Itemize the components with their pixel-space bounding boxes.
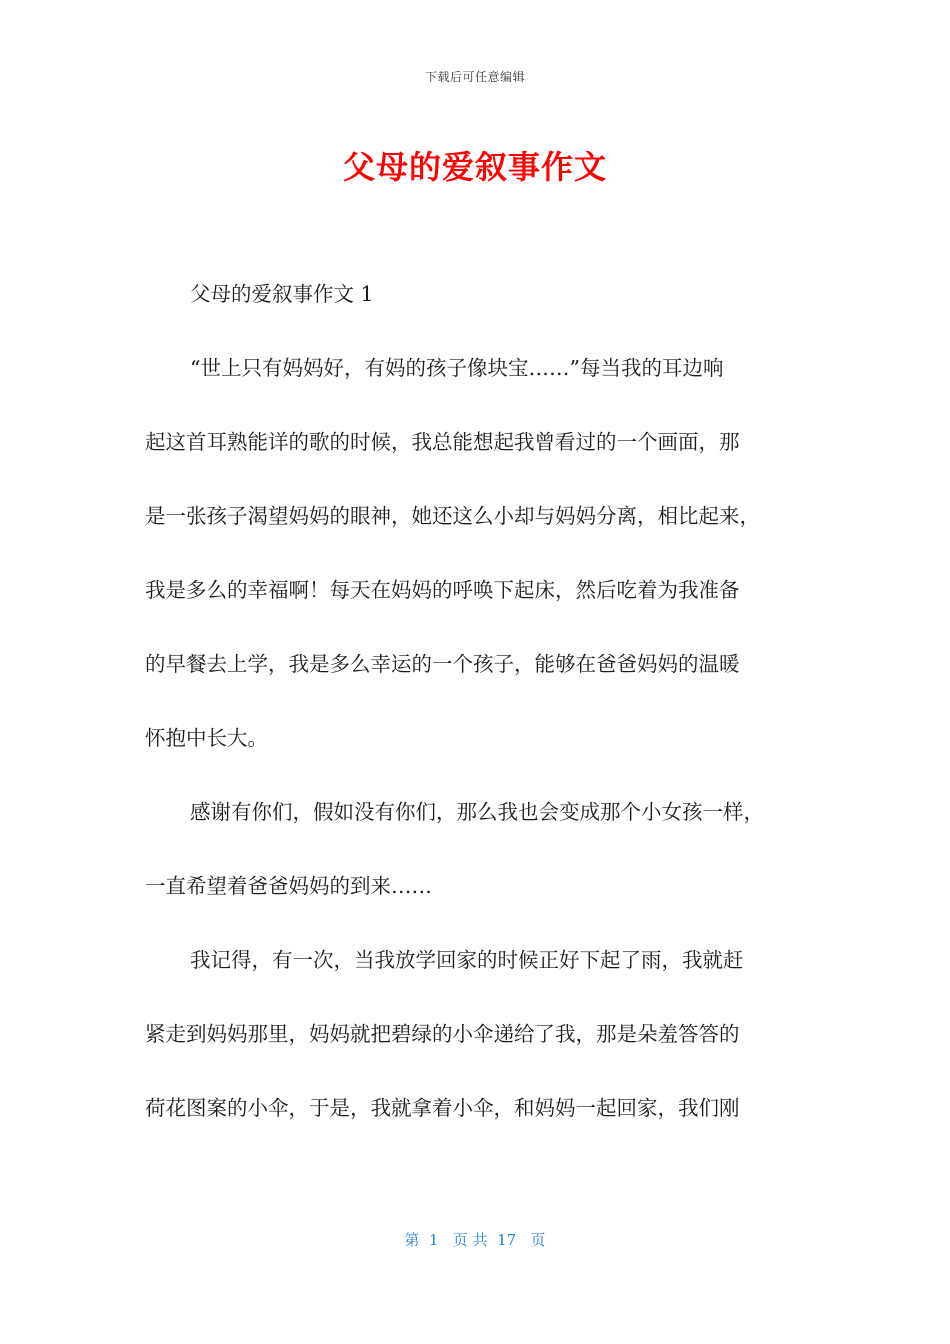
body-line: 父母的爱叙事作文 1 [190,282,374,306]
body-line: 荷花图案的小伞，于是，我就拿着小伞，和妈妈一起回家，我们刚 [145,1096,740,1120]
body-line: “世上只有妈妈好，有妈的孩子像块宝……”每当我的耳边响 [190,356,724,380]
page-footer: 第 1 页 共 17 页 [404,1231,546,1249]
document-title: 父母的爱叙事作文 [342,148,607,186]
body-line: 一直希望着爸爸妈妈的到来…… [145,874,432,898]
header-note: 下载后可任意编辑 [424,70,525,84]
body-line: 的早餐去上学，我是多么幸运的一个孩子，能够在爸爸妈妈的温暖 [145,652,740,676]
body-line: 怀抱中长大。 [145,726,268,750]
body-line: 我记得，有一次，当我放学回家的时候正好下起了雨，我就赶 [190,948,744,972]
body-line: 感谢有你们，假如没有你们，那么我也会变成那个小女孩一样， [190,800,764,824]
body-line: 紧走到妈妈那里，妈妈就把碧绿的小伞递给了我，那是朵羞答答的 [145,1022,740,1046]
body-line: 我是多么的幸福啊！每天在妈妈的呼唤下起床，然后吃着为我准备 [145,578,740,602]
body-line: 是一张孩子渴望妈妈的眼神，她还这么小却与妈妈分离，相比起来， [145,504,760,528]
body-line: 起这首耳熟能详的歌的时候，我总能想起我曾看过的一个画面，那 [145,430,740,454]
document-body [145,276,805,1164]
